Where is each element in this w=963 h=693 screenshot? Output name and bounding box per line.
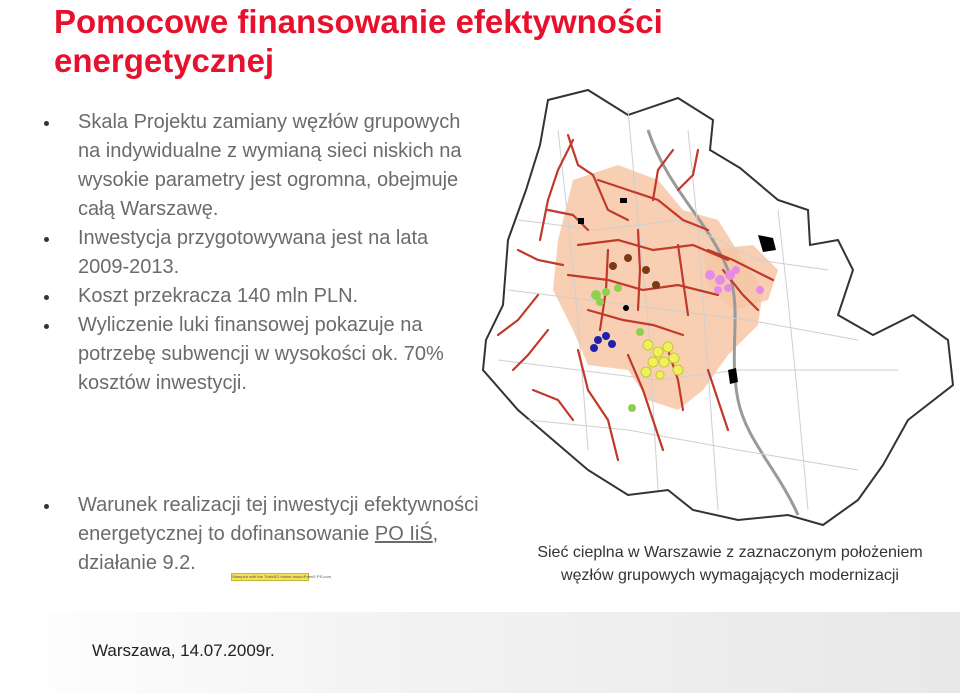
bullet-item bbox=[40, 224, 480, 282]
map-caption: Sieć cieplna w Warszawie z zaznaczonym położeniem węzłów grupowych wymagających modernizacji bbox=[537, 544, 923, 584]
bullet-icon bbox=[44, 121, 49, 126]
program-link[interactable]: PO IiŚ bbox=[374, 523, 433, 545]
bullet-icon bbox=[44, 504, 49, 509]
bullet-text-after: , działanie 9.2. bbox=[78, 523, 439, 574]
bullet-icon bbox=[44, 295, 49, 300]
bullet-text: Inwestycja przygotowywana jest na lata 2009-2013. bbox=[78, 227, 429, 278]
bullet-text: Skala Projektu zamiany węzłów grupowych na indywidualne z wymianą sieci niskich na wysokie parametry jest ogromna, obejmuje całą Warszawę. bbox=[78, 111, 462, 220]
warsaw-heat-network-map bbox=[478, 70, 963, 540]
bullet-item bbox=[40, 491, 510, 578]
bullet-text: Wyliczenie luki finansowej pokazuje na potrzebę subwencji w wysokości ok. 70% kosztów inwestycji. bbox=[78, 314, 444, 394]
bullet-icon bbox=[44, 324, 49, 329]
bullet-item bbox=[40, 311, 480, 398]
bullet-item bbox=[40, 282, 480, 311]
bullet-icon bbox=[44, 237, 49, 242]
slide-title: Pomocowe finansowanie efektywności energetycznej bbox=[54, 3, 663, 79]
bullet-text: Koszt przekracza 140 mln PLN. bbox=[78, 285, 359, 307]
bullet-text-before: Warunek realizacji tej inwestycji efektywności energetycznej to dofinansowanie bbox=[78, 494, 479, 545]
bullet-item bbox=[40, 108, 480, 224]
bullet-list bbox=[40, 108, 480, 398]
trial-stamp: Stamped with the TrialsSO trimter www.rPdenS PS.com bbox=[232, 574, 331, 579]
bullet-list-condition bbox=[40, 491, 510, 578]
footer-date: Warszawa, 14.07.2009r. bbox=[92, 641, 275, 660]
